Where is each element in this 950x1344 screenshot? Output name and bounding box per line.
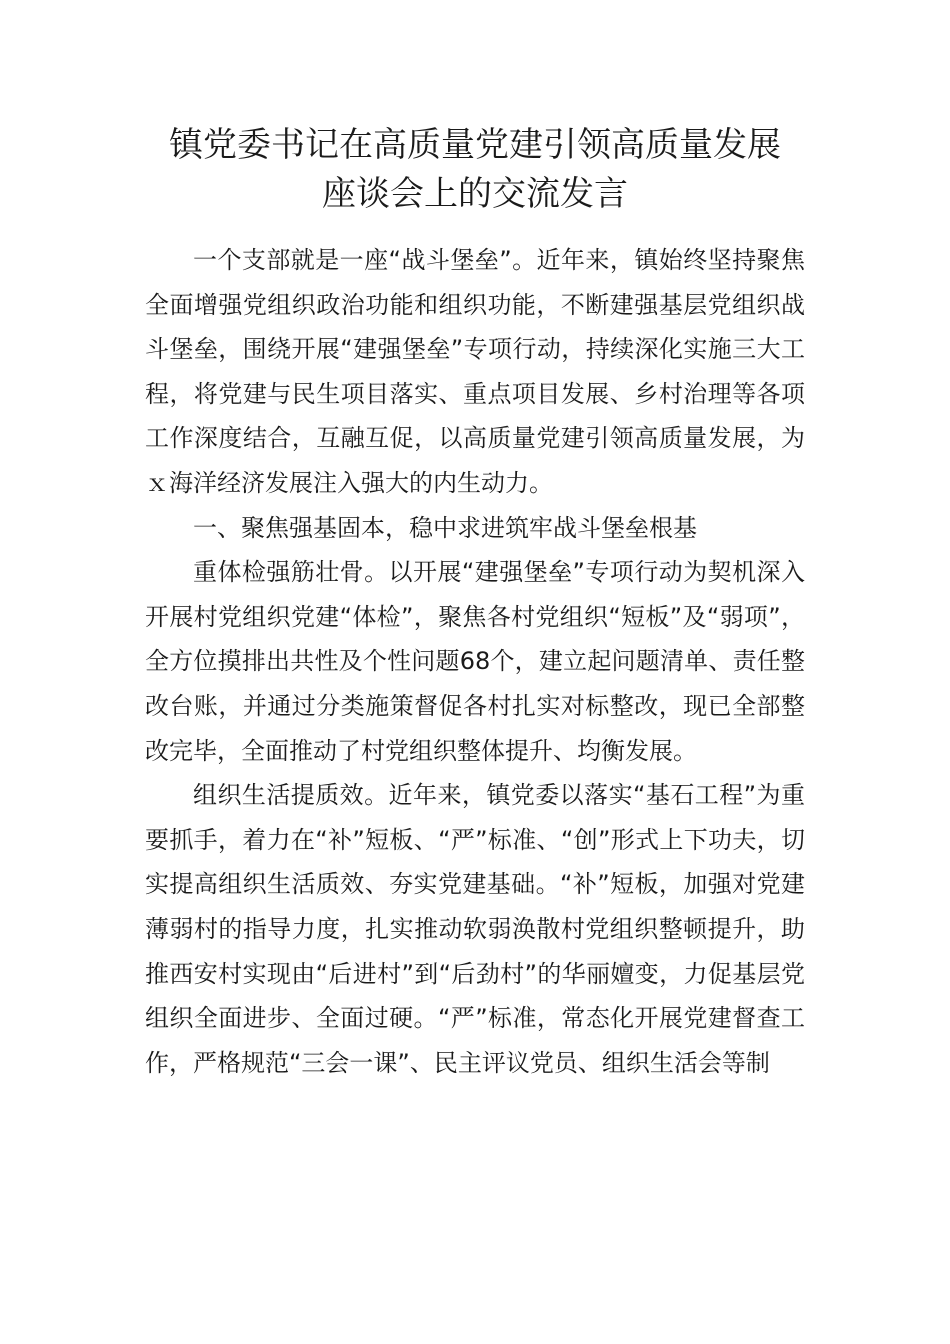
document-title-line-2: 座谈会上的交流发言 [322, 174, 628, 214]
document-body [145, 238, 805, 1085]
section-heading-1: 一、聚焦强基固本，稳中求进筑牢战斗堡垒根基 [193, 513, 697, 542]
paragraph-physical-check: 重体检强筋壮骨。以开展“建强堡垒”专项行动为契机深入开展村党组织党建“体检”，聚焦各村党组织“短板”及“弱项”，全方位摸排出共性及个性问题68个，建立起问题清单、责任整改台账，并通过分类施策督促各村扎实对标整改，现已全部整改完毕，全面推动了村党组织整体提升、均衡发展。 [145, 558, 805, 765]
paragraph-organization-life: 组织生活提质效。近年来，镇党委以落实“基石工程”为重要抓手，着力在“补”短板、“严”标准、“创”形式上下功夫，切实提高组织生活质效、夯实党建基础。“补”短板，加强对党建薄弱村的指导力度，扎实推动软弱涣散村党组织整顿提升，助推西安村实现由“后进村”到“后劲村”的华丽嬗变，力促基层党组织全面进步、全面过硬。“严”标准，常态化开展党建督查工作，严格规范“三会一课”、民主评议党员、组织生活会等制 [145, 781, 805, 1077]
document-title-line-1: 镇党委书记在高质量党建引领高质量发展 [169, 125, 781, 165]
intro-paragraph: 一个支部就是一座“战斗堡垒”。近年来，镇始终坚持聚焦全面增强党组织政治功能和组织功能，不断建强基层党组织战斗堡垒，围绕开展“建强堡垒”专项行动，持续深化实施三大工程，将党建与民生项目落实、重点项目发展、乡村治理等各项工作深度结合，互融互促，以高质量党建引领高质量发展，为ｘ海洋经济发展注入强大的内生动力。 [145, 246, 805, 497]
